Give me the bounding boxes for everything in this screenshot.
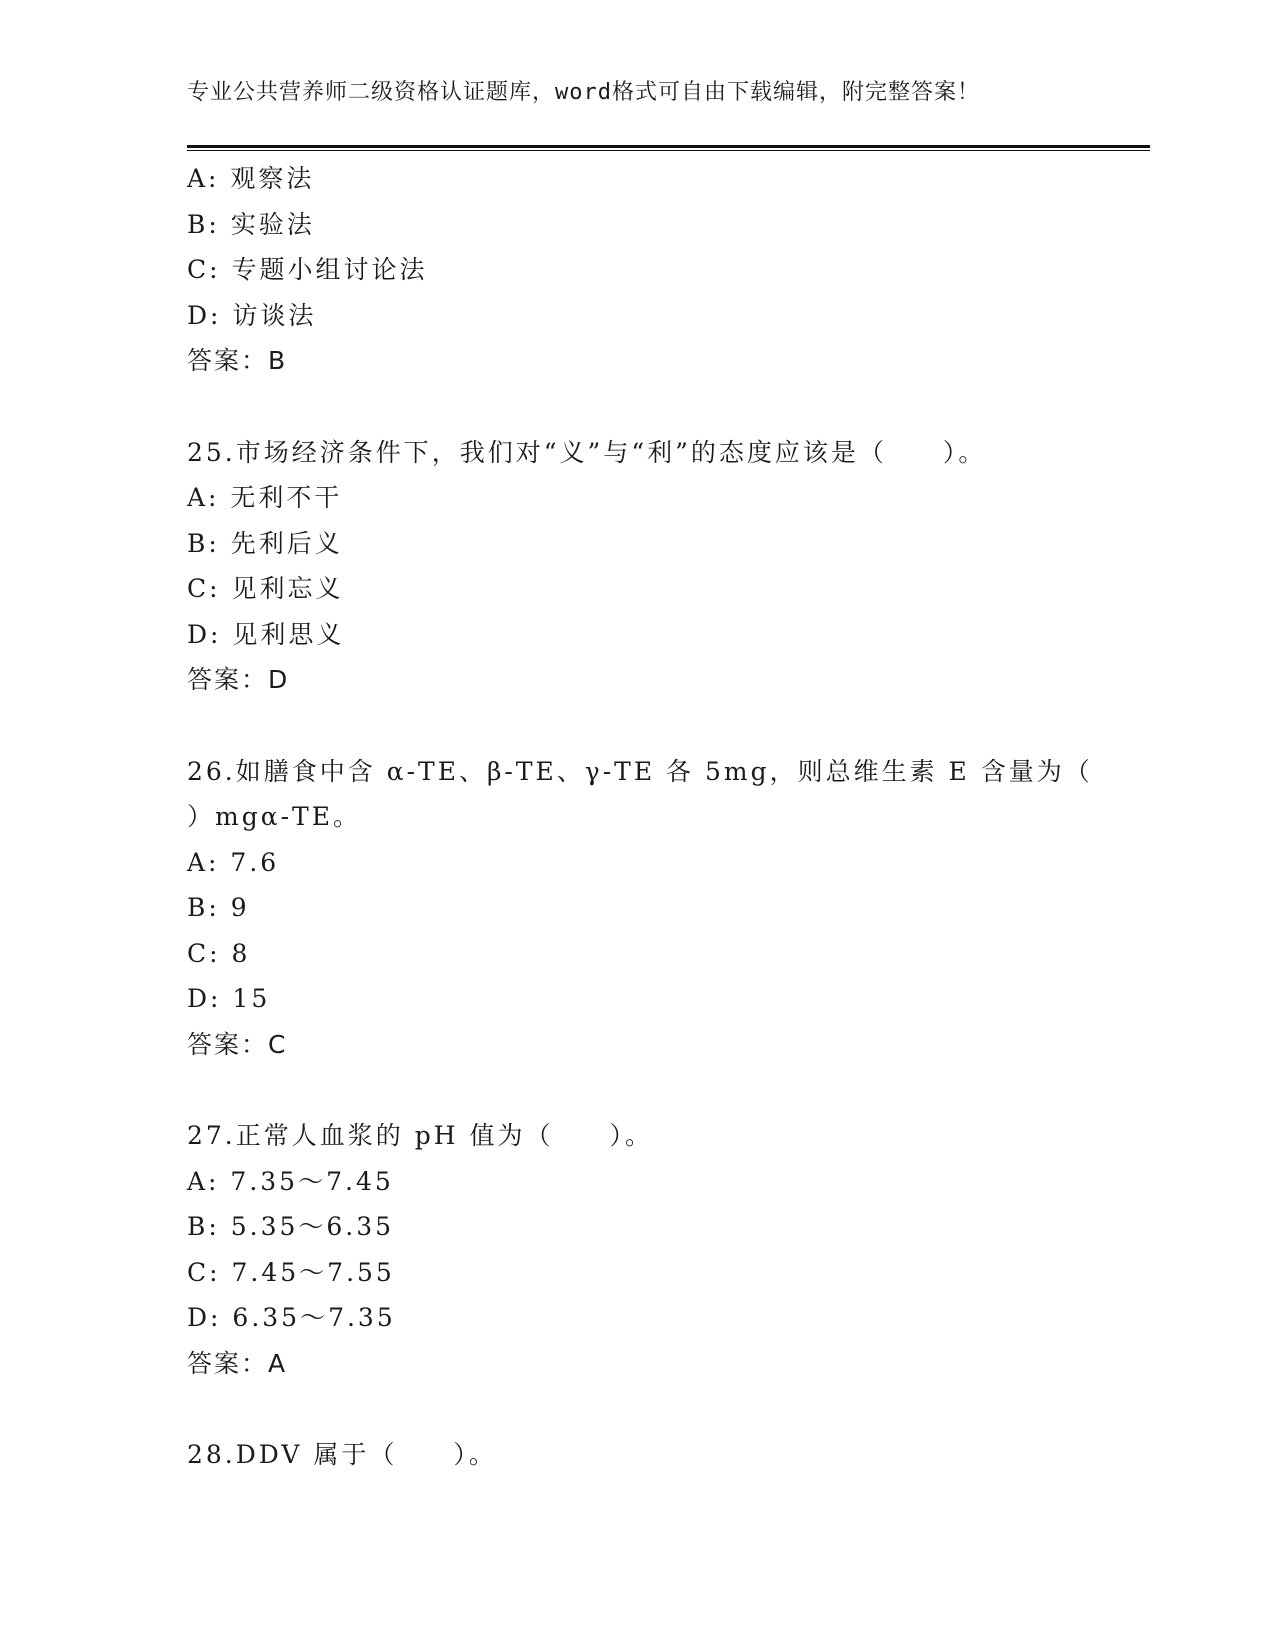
- question-26: [187, 749, 1137, 1068]
- option-d: D: 见利思义: [187, 619, 345, 649]
- option-b: B: 5.35～6.35: [187, 1212, 395, 1241]
- question-28: [187, 1432, 1137, 1478]
- answer-line: 答案：A: [187, 1348, 288, 1378]
- question-stem: 27.正常人血浆的 pH 值为（ ）。: [187, 1121, 653, 1150]
- question-stem: 26.如膳食中含 α-TE、β-TE、γ-TE 各 5mg，则总维生素 E 含量为（: [187, 756, 1093, 786]
- option-a: A: 观察法: [187, 164, 315, 193]
- question-24: [187, 156, 1137, 384]
- option-b: B: 9: [187, 893, 250, 922]
- option-a: A: 7.6: [187, 847, 280, 877]
- header-rule-thick: [187, 145, 1150, 148]
- question-stem: 28.DDV 属于（ ）。: [187, 1440, 497, 1469]
- option-d: D: 6.35～7.35: [187, 1303, 396, 1332]
- option-c: C: 见利忘义: [187, 574, 344, 603]
- option-c: C: 8: [187, 938, 251, 968]
- option-a: A: 无利不干: [187, 483, 343, 512]
- option-b: B: 先利后义: [187, 528, 343, 558]
- option-d: D: 15: [187, 984, 271, 1013]
- option-c: C: 专题小组讨论法: [187, 255, 428, 284]
- option-a: A: 7.35～7.45: [187, 1166, 394, 1196]
- page-header: 专业公共营养师二级资格认证题库，word格式可自由下载编辑，附完整答案！: [187, 80, 980, 105]
- answer-line: 答案：B: [187, 346, 288, 375]
- answer-line: 答案：D: [187, 665, 290, 694]
- option-b: B: 实验法: [187, 209, 315, 239]
- header-rule-thin: [187, 150, 1150, 151]
- answer-line: 答案：C: [187, 1029, 288, 1059]
- question-27: [187, 1113, 1137, 1386]
- question-stem: 25.市场经济条件下，我们对“义”与“利”的态度应该是（ ）。: [187, 437, 987, 467]
- question-list: [187, 156, 1137, 1478]
- question-25: [187, 430, 1137, 703]
- option-d: D: 访谈法: [187, 300, 317, 330]
- option-c: C: 7.45～7.55: [187, 1257, 395, 1287]
- question-stem-continued: ）mgα-TE。: [187, 802, 361, 831]
